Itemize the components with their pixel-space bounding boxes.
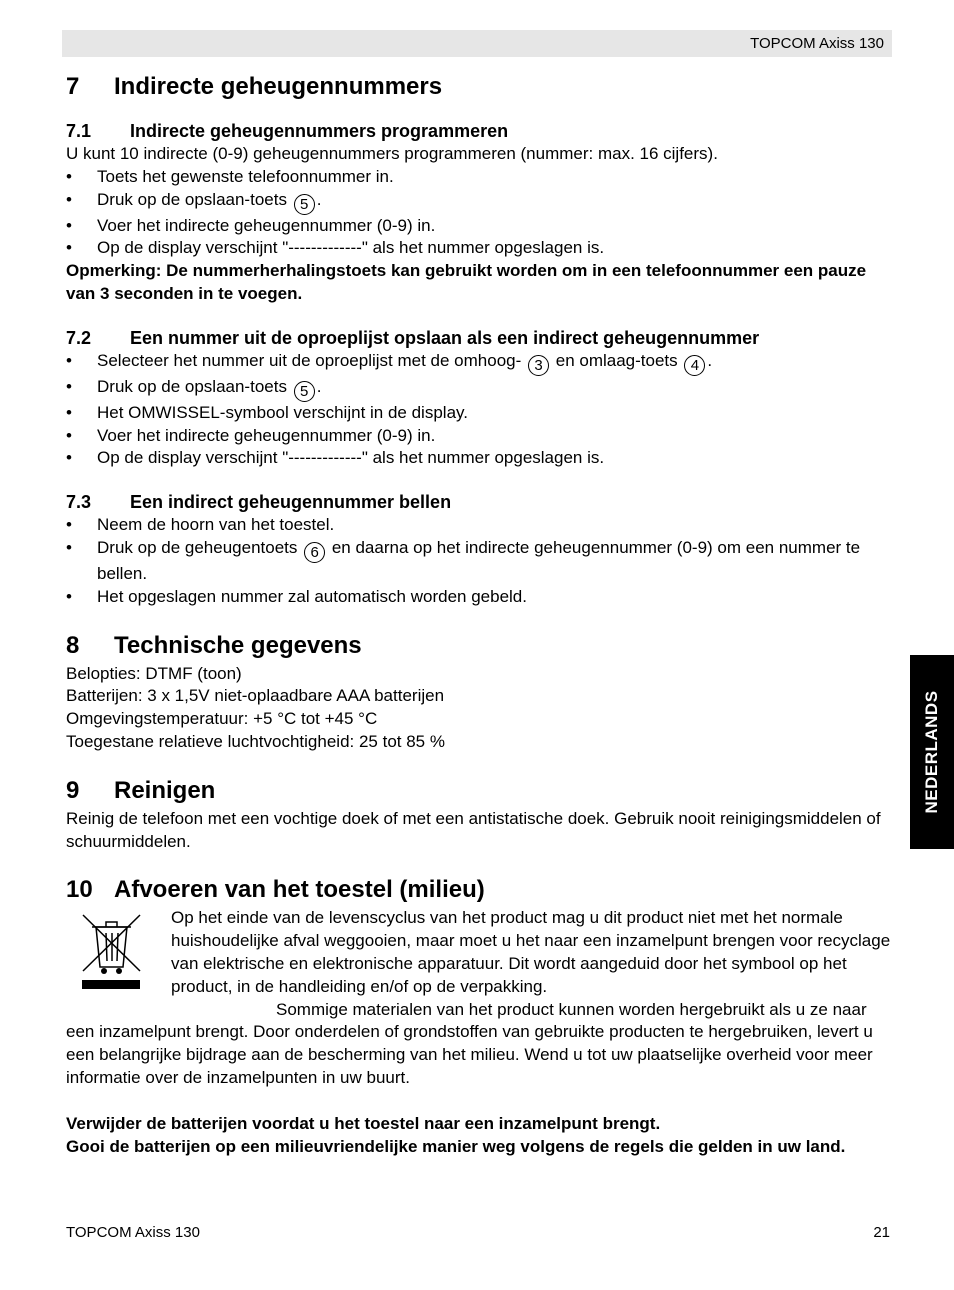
language-label: NEDERLANDS [922,690,941,814]
key-4-icon: 4 [684,355,705,376]
section-10-heading: 10 Afvoeren van het toestel (milieu) [66,876,485,904]
crossed-out-bin-icon [66,909,171,999]
list-item: • Druk op de opslaan-toets 5 . [66,376,892,402]
list-item: • Toets het gewenste telefoonnummer in. [66,166,892,189]
list-item: • Neem de hoorn van het toestel. [66,514,892,537]
list-item: • Druk op de geheugentoets 6 en daarna op het indirecte geheugennummer (0-9) om een nummer te bellen. [66,537,892,586]
key-6-icon: 6 [304,542,325,563]
list-item: • Voer het indirecte geheugennummer (0-9) in. [66,215,892,238]
key-5-icon: 5 [294,194,315,215]
list-item: • Selecteer het nummer uit de oproeplijst met de omhoog- 3 en omlaag-toets 4 . [66,350,892,376]
battery-warning-1: Verwijder de batterijen voordat u het toestel naar een inzamelpunt brengt. [66,1113,661,1133]
spec-humidity: Toegestane relatieve luchtvochtigheid: 25 tot 85 % [66,731,445,751]
page-number: 21 [873,1224,890,1241]
list-item: • Op de display verschijnt "-------------" als het nummer opgeslagen is. [66,237,892,260]
section-7-2-heading: 7.2 Een nummer uit de oproeplijst opslaan als een indirect geheugennummer [66,327,760,348]
section-9-heading: 9 Reinigen [66,776,216,804]
key-3-icon: 3 [528,355,549,376]
section-7-3-heading: 7.3 Een indirect geheugennummer bellen [66,492,452,513]
section-7-1-list [66,166,892,260]
section-7-1-heading: 7.1 Indirecte geheugennummers programmeren [66,121,509,141]
spec-temperature: Omgevingstemperatuur: +5 °C tot +45 °C [66,709,378,729]
section-10-p1: Op het einde van de levenscyclus van het product mag u dit product niet met het normale huishoudelijke afval weggooien, maar moet u het naar een inzamelpunt brengen voor recyclage van elektrische en elektronische apparatuur. Dit wordt aangeduid door het symbool op het product, in de handleiding en/of op de verpakking. [171,908,891,996]
list-item: • Voer het indirecte geheugennummer (0-9) in. [66,425,892,448]
key-5-icon: 5 [294,381,315,402]
section-7-3-list [66,514,892,608]
section-7-1-intro: U kunt 10 indirecte (0-9) geheugennummers programmeren (nummer: max. 16 cijfers). [66,144,718,163]
spec-batteries: Batterijen: 3 x 1,5V niet-oplaadbare AAA batterijen [66,686,445,706]
footer-brand: TOPCOM Axiss 130 [66,1224,200,1241]
list-item: • Op de display verschijnt "-------------" als het nummer opgeslagen is. [66,447,892,470]
language-side-tab [910,655,954,849]
header-brand: TOPCOM Axiss 130 [750,35,884,52]
page-content [66,70,892,1158]
section-7-1-note: Opmerking: De nummerherhalingstoets kan gebruikt worden om in een telefoonnummer een pauze van 3 seconden in te voegen. [66,261,867,303]
list-item: • Het OMWISSEL-symbool verschijnt in de display. [66,402,892,425]
section-7-heading: 7 Indirecte geheugennummers [66,73,443,100]
battery-warning-2: Gooi de batterijen op een milieuvriendelijke manier weg volgens de regels die gelden in uw land. [66,1136,846,1156]
list-item: • Druk op de opslaan-toets 5 . [66,189,892,215]
section-8-heading: 8 Technische gegevens [66,631,362,659]
section-10-p2: Sommige materialen van het product kunnen worden hergebruikt als u ze naar een inzamelpunt brengt. Door onderdelen of grondstoffen van gebruikte producten te hergebruiken, levert u een belangrijke bijdrage aan de bescherming van het milieu. Wend u tot uw plaatselijke overheid voor meer informatie over de inzamelpunten in uw buurt. [66,999,873,1087]
header-bar [62,30,892,57]
section-7-2-list [66,350,892,470]
section-10-body [66,907,892,1158]
section-9-text: Reinig de telefoon met een vochtige doek of met een antistatische doek. Gebruik nooit reinigingsmiddelen of schuurmiddelen. [66,808,881,851]
spec-dialing: Belopties: DTMF (toon) [66,663,242,683]
list-item: • Het opgeslagen nummer zal automatisch worden gebeld. [66,586,892,609]
